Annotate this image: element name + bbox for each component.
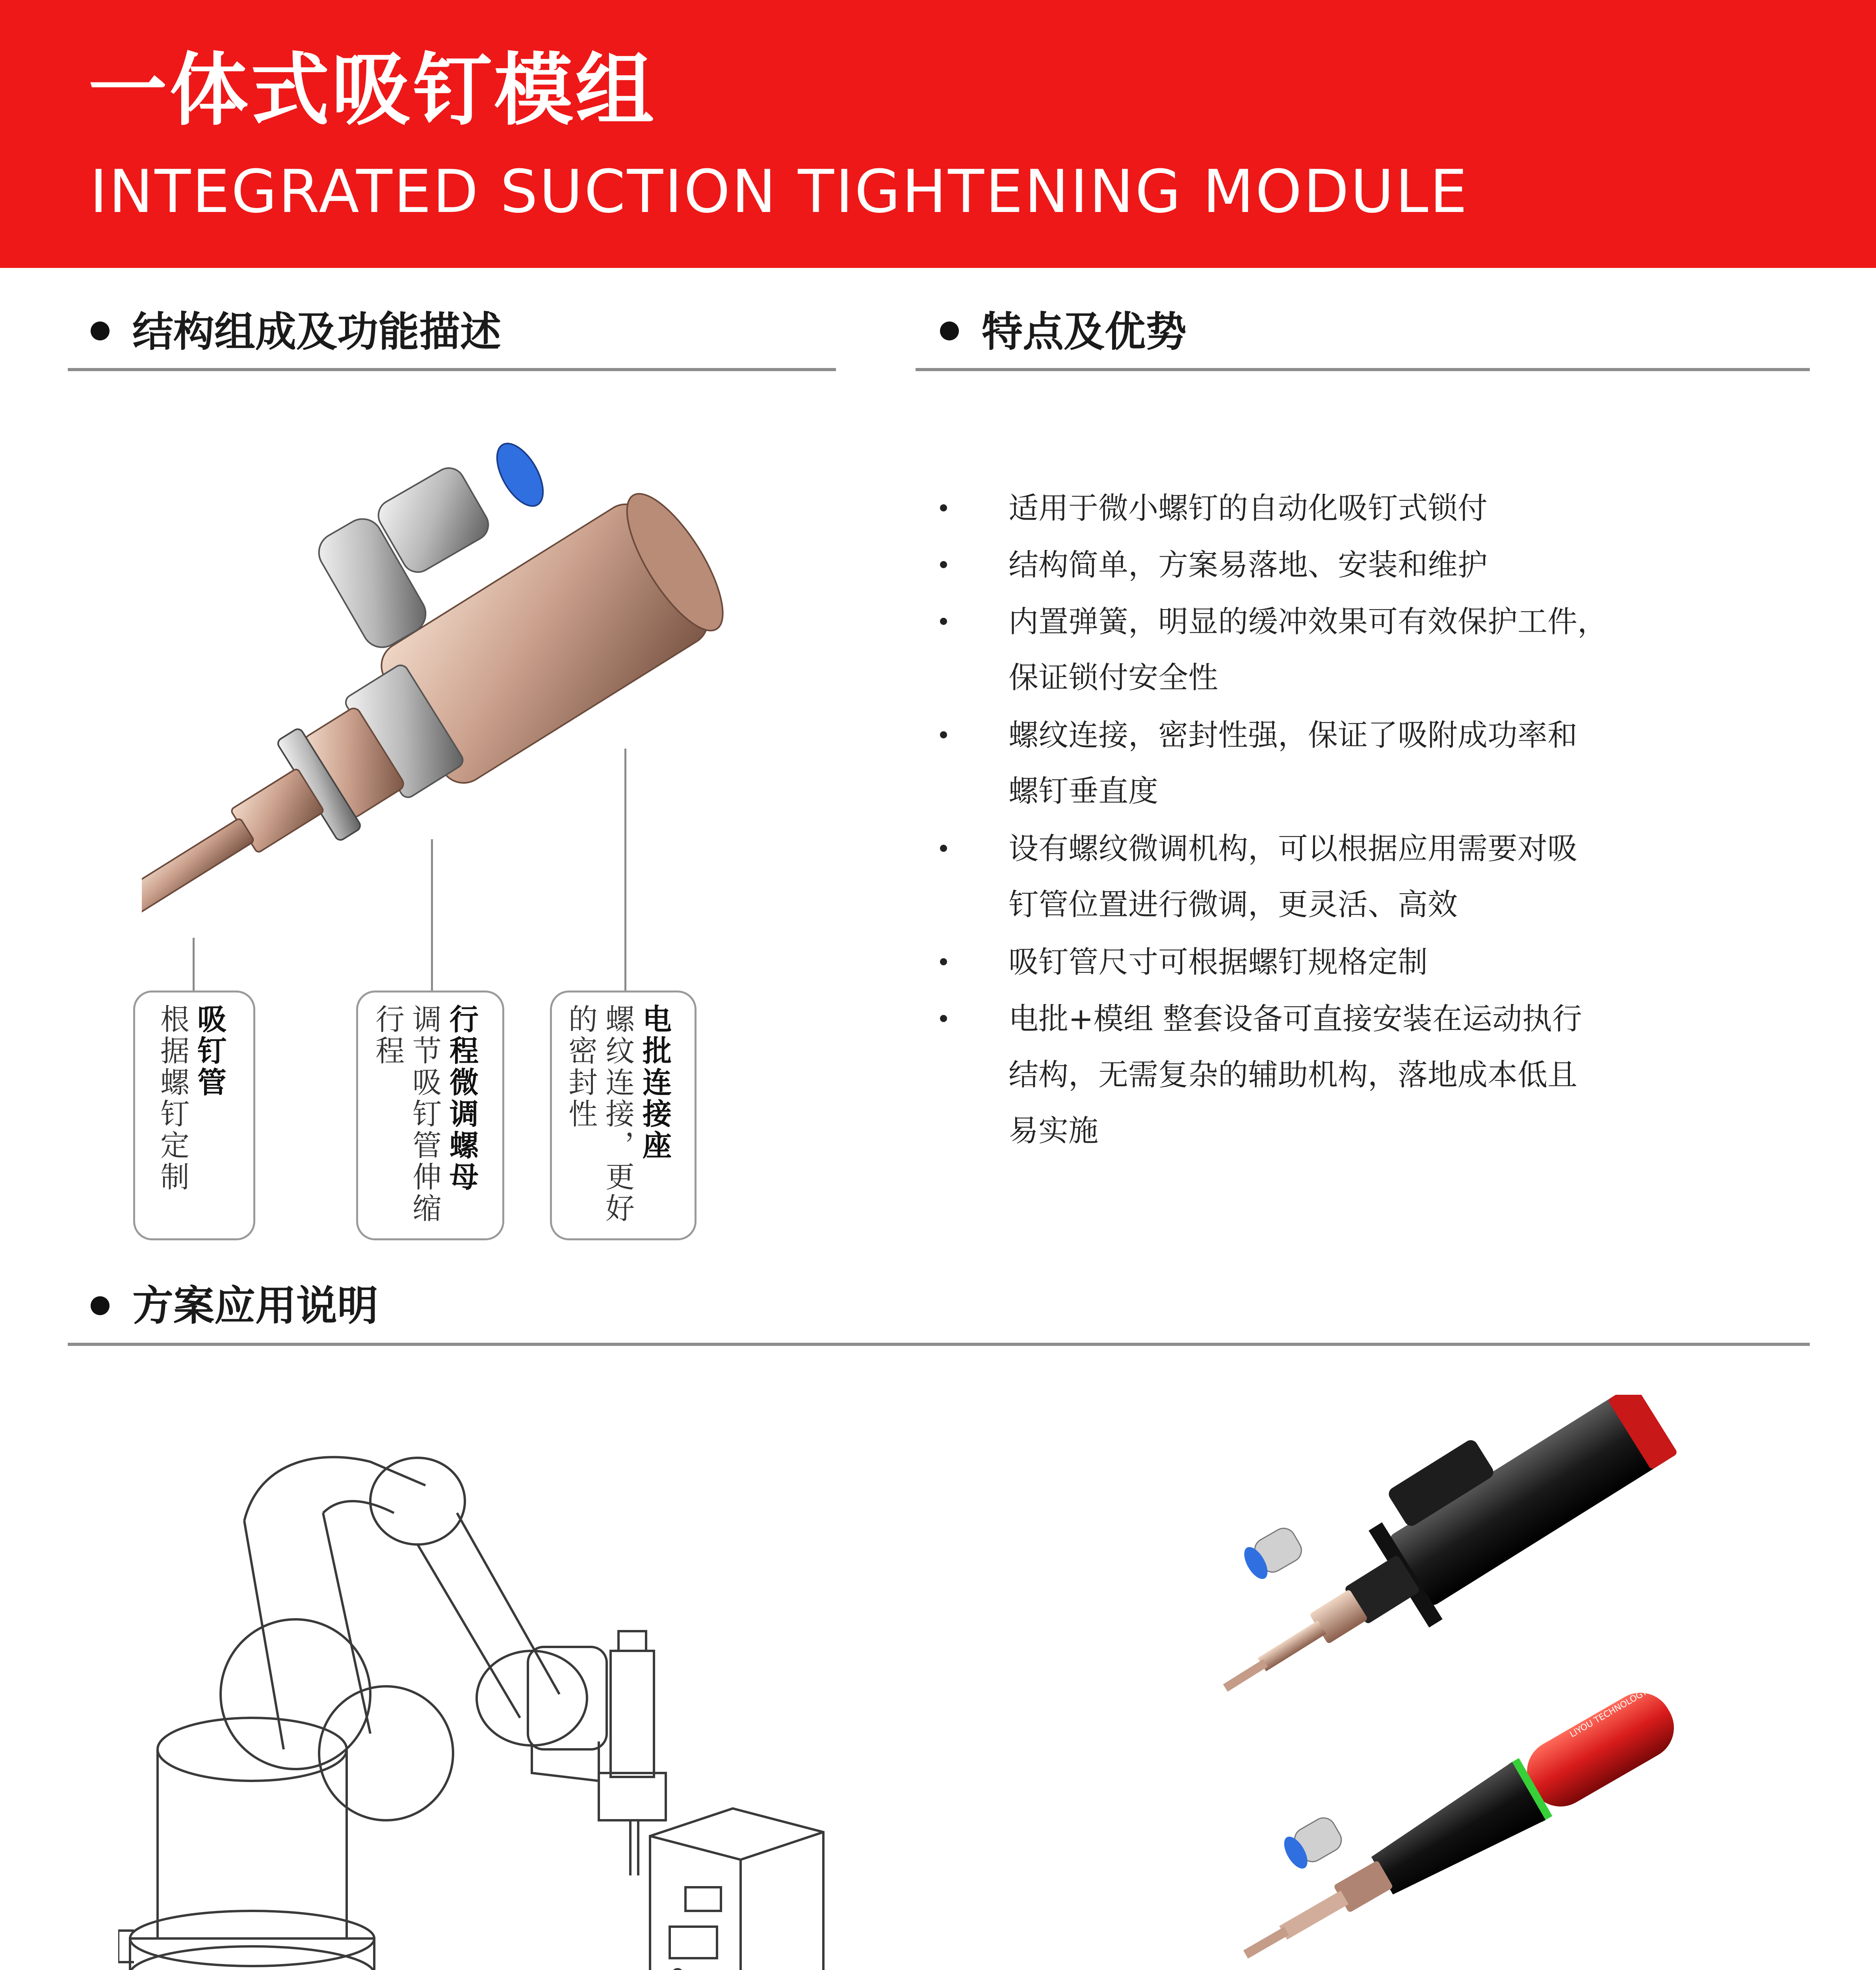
feature-bullet [940,1015,947,1022]
suction-module-illustration [142,410,756,973]
section-title-application: 方案应用说明 [132,1282,379,1330]
leader-line [193,938,195,993]
callout-title: 行程微调螺母 [445,1004,479,1193]
feature-bullet [940,731,947,738]
callout-title: 吸钉管 [193,1004,227,1098]
feature-item: 设有螺纹微调机构，可以根据应用需要对吸 钉管位置进行微调，更灵活、高效 [1009,831,1577,922]
callout-desc: 根据螺钉定制 [156,1004,189,1193]
section-divider [68,368,836,371]
leader-line [431,839,433,993]
feature-item: 结构简单，方案易落地、安装和维护 [1009,547,1488,582]
feature-item: 电批+模组 整套设备可直接安装在运动执行 结构，无需复杂的辅助机构，落地成本低且 易实施 [1009,1001,1582,1148]
section-bullet [91,322,110,340]
feature-bullet [940,618,947,625]
leader-line [624,749,626,993]
feature-item: 吸钉管尺寸可根据螺钉规格定制 [1009,944,1428,979]
section-bullet [91,1296,110,1315]
feature-item: 内置弹簧，明显的缓冲效果可有效保护工件， 保证锁付安全性 [1009,604,1607,695]
callout-desc: 的密封性 [564,1004,598,1130]
callout-title: 电批连接座 [638,1004,672,1162]
feature-bullet [940,958,947,965]
red-electric-screwdriver [1205,1663,1718,1970]
section-bullet [940,322,959,340]
callout-desc: 调节吸钉管伸缩 [408,1004,442,1225]
robot-arm-line-drawing [118,1395,867,1970]
callout-desc: 行程 [371,1004,405,1067]
feature-item: 适用于微小螺钉的自动化吸钉式锁付 [1009,491,1488,526]
page-subtitle: INTEGRATED SUCTION TIGHTENING MODULE [90,158,1469,226]
section-title-features: 特点及优势 [982,308,1187,356]
feature-bullet [940,845,947,852]
feature-item: 螺纹连接，密封性强，保证了吸附成功率和 螺钉垂直度 [1009,717,1577,808]
section-divider [68,1343,1810,1346]
callout-desc: 螺纹连接，更好 [601,1004,635,1225]
section-divider [916,368,1810,371]
feature-bullet [940,504,947,511]
section-title-structure: 结构组成及功能描述 [132,308,502,356]
feature-bullet [940,561,947,568]
brand-text: LIYOU TECHNOLOGY [1568,1687,1649,1740]
page-title: 一体式吸钉模组 [88,45,657,136]
